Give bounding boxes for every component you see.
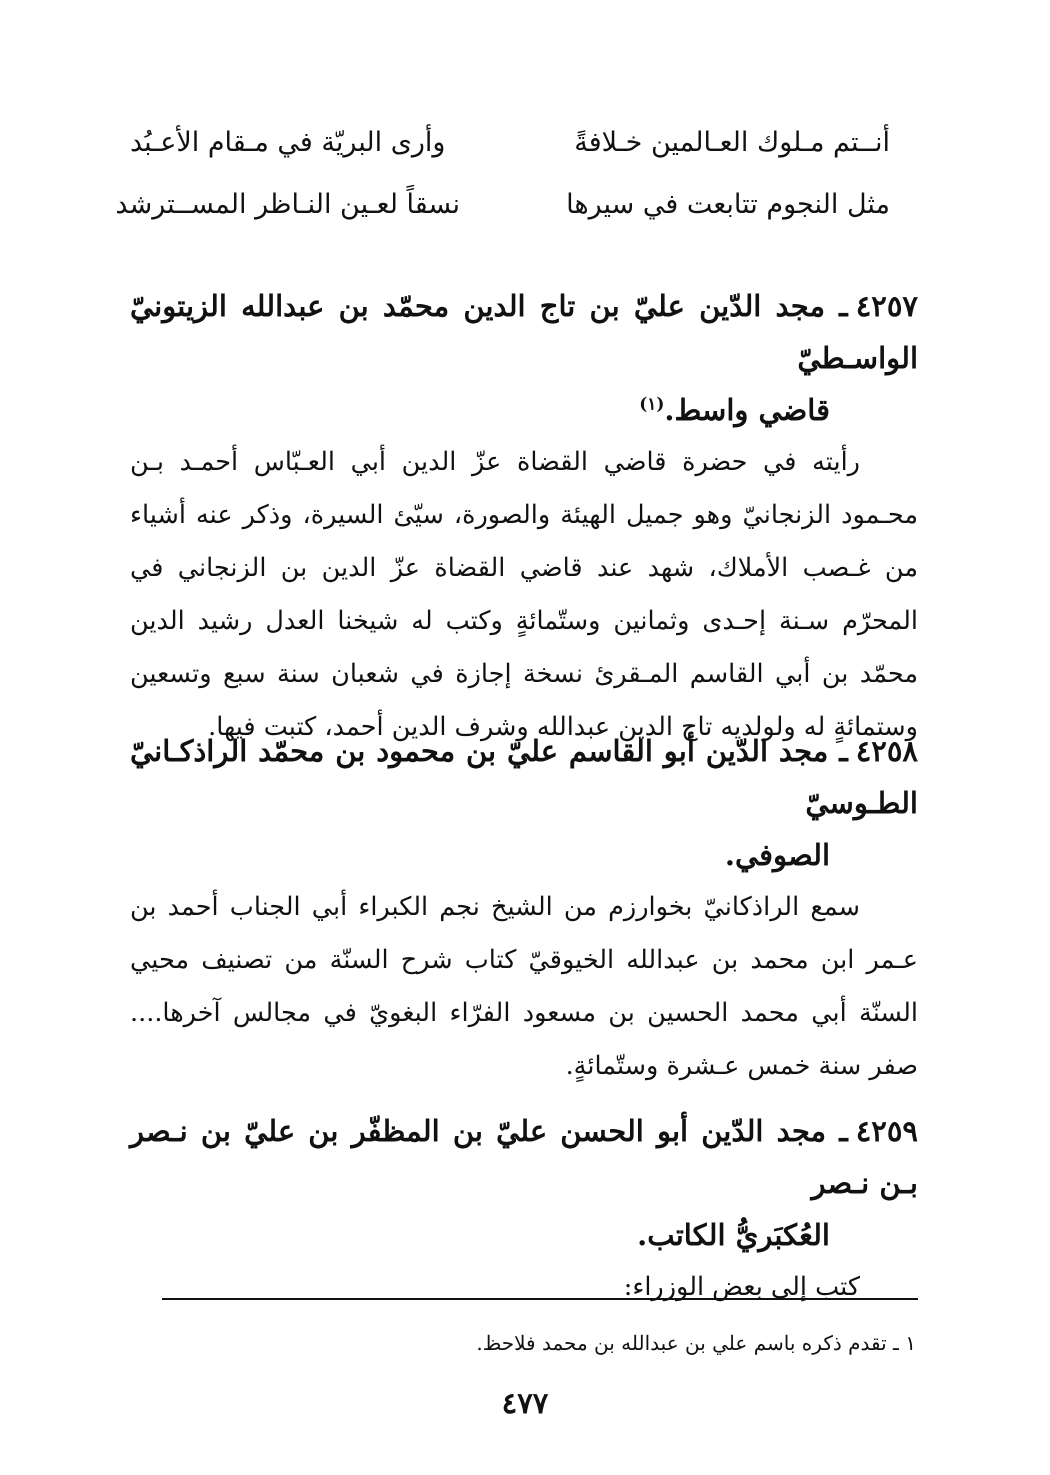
entry-heading-continuation: قاضي واسط.$^{(١)}$ bbox=[639, 393, 830, 427]
verse-second-hemistich: نسقاً لعـين النـاظر المســترشد bbox=[115, 189, 460, 220]
footnote-reference: (١) bbox=[639, 394, 665, 415]
verse-second-hemistich: وأرى البريّة في مـقام الأعـبُد bbox=[130, 127, 446, 158]
biography-entry bbox=[130, 725, 918, 1093]
entry-heading-continuation: العُكبَريُّ الكاتب. bbox=[637, 1218, 830, 1252]
entry-body: كتب إلى بعض الوزراء: bbox=[623, 1272, 860, 1302]
entry-heading bbox=[130, 1105, 918, 1261]
page-number: ٤٧٧ bbox=[501, 1386, 549, 1420]
footnote-divider bbox=[162, 1298, 918, 1300]
entry-number: ٤٢٥٨ bbox=[855, 734, 918, 768]
verse-first-hemistich: مثل النجوم تتابعت في سيرها bbox=[566, 189, 890, 220]
footnote: ١ ـ تقدم ذكره باسم علي بن عبدالله بن محمد فلاحظ. bbox=[476, 1331, 916, 1355]
entry-number: ٤٢٥٩ bbox=[855, 1114, 918, 1148]
entry-number: ٤٢٥٧ bbox=[855, 289, 918, 323]
poem-verse bbox=[115, 174, 890, 236]
entry-heading-line: ـ مجد الدّين أبو القاسم عليّ بن محمود بن محمّد الراذكـانيّ الطـوسيّ bbox=[130, 734, 918, 820]
entry-heading-line: ـ مجد الدّين عليّ بن تاج الدين محمّد بن عبدالله الزيتونيّ الواسـطيّ bbox=[130, 289, 918, 375]
entry-heading-continuation: الصوفي. bbox=[724, 838, 830, 872]
verse-first-hemistich: أنــتم مـلوك العـالمين خـلافةً bbox=[574, 127, 890, 158]
biography-entry bbox=[130, 280, 918, 754]
poem-verse bbox=[130, 112, 890, 174]
entry-body: رأيته في حضرة قاضي القضاة عزّ الدين أبي العـبّاس أحمـد بـن محـمود الزنجانيّ وهو جميل الهيئة والصورة، سيّئ السيرة، وذكر عنه أشياء من غـصب الأملاك، شهد عند قاضي القضاة عزّ الدين بن الزنجاني في المحرّم سـنة إحـدى وثمانين وستّمائةٍ وكتب له شيخنا العدل رشيد الدين محمّد بن أبي القاسم المـقرئ نسخة إجازة في شعبان سنة سبع وتسعين وستمائةٍ له ولولديه تاج الدين عبدالله وشرف الدين أحمد، كتبت فيها. bbox=[130, 447, 918, 742]
entry-heading bbox=[130, 280, 918, 436]
entry-heading-line: ـ مجد الدّين أبو الحسن عليّ بن المظفّر بن عليّ بن نـصر بـن نـصر bbox=[130, 1114, 918, 1200]
entry-body: سمع الراذكانيّ بخوارزم من الشيخ نجم الكبراء أبي الجناب أحمد بن عـمر ابن محمد بن عبدالله الخيوقيّ كتاب شرح السنّة من تصنيف محيي السنّة أبي محمد الحسين بن مسعود الفرّاء البغويّ في مجالس آخرها.... صفر سنة خمس عـشرة وستّمائةٍ. bbox=[130, 892, 918, 1081]
poem bbox=[115, 112, 890, 236]
entry-heading bbox=[130, 725, 918, 881]
biography-entry bbox=[130, 1105, 918, 1314]
